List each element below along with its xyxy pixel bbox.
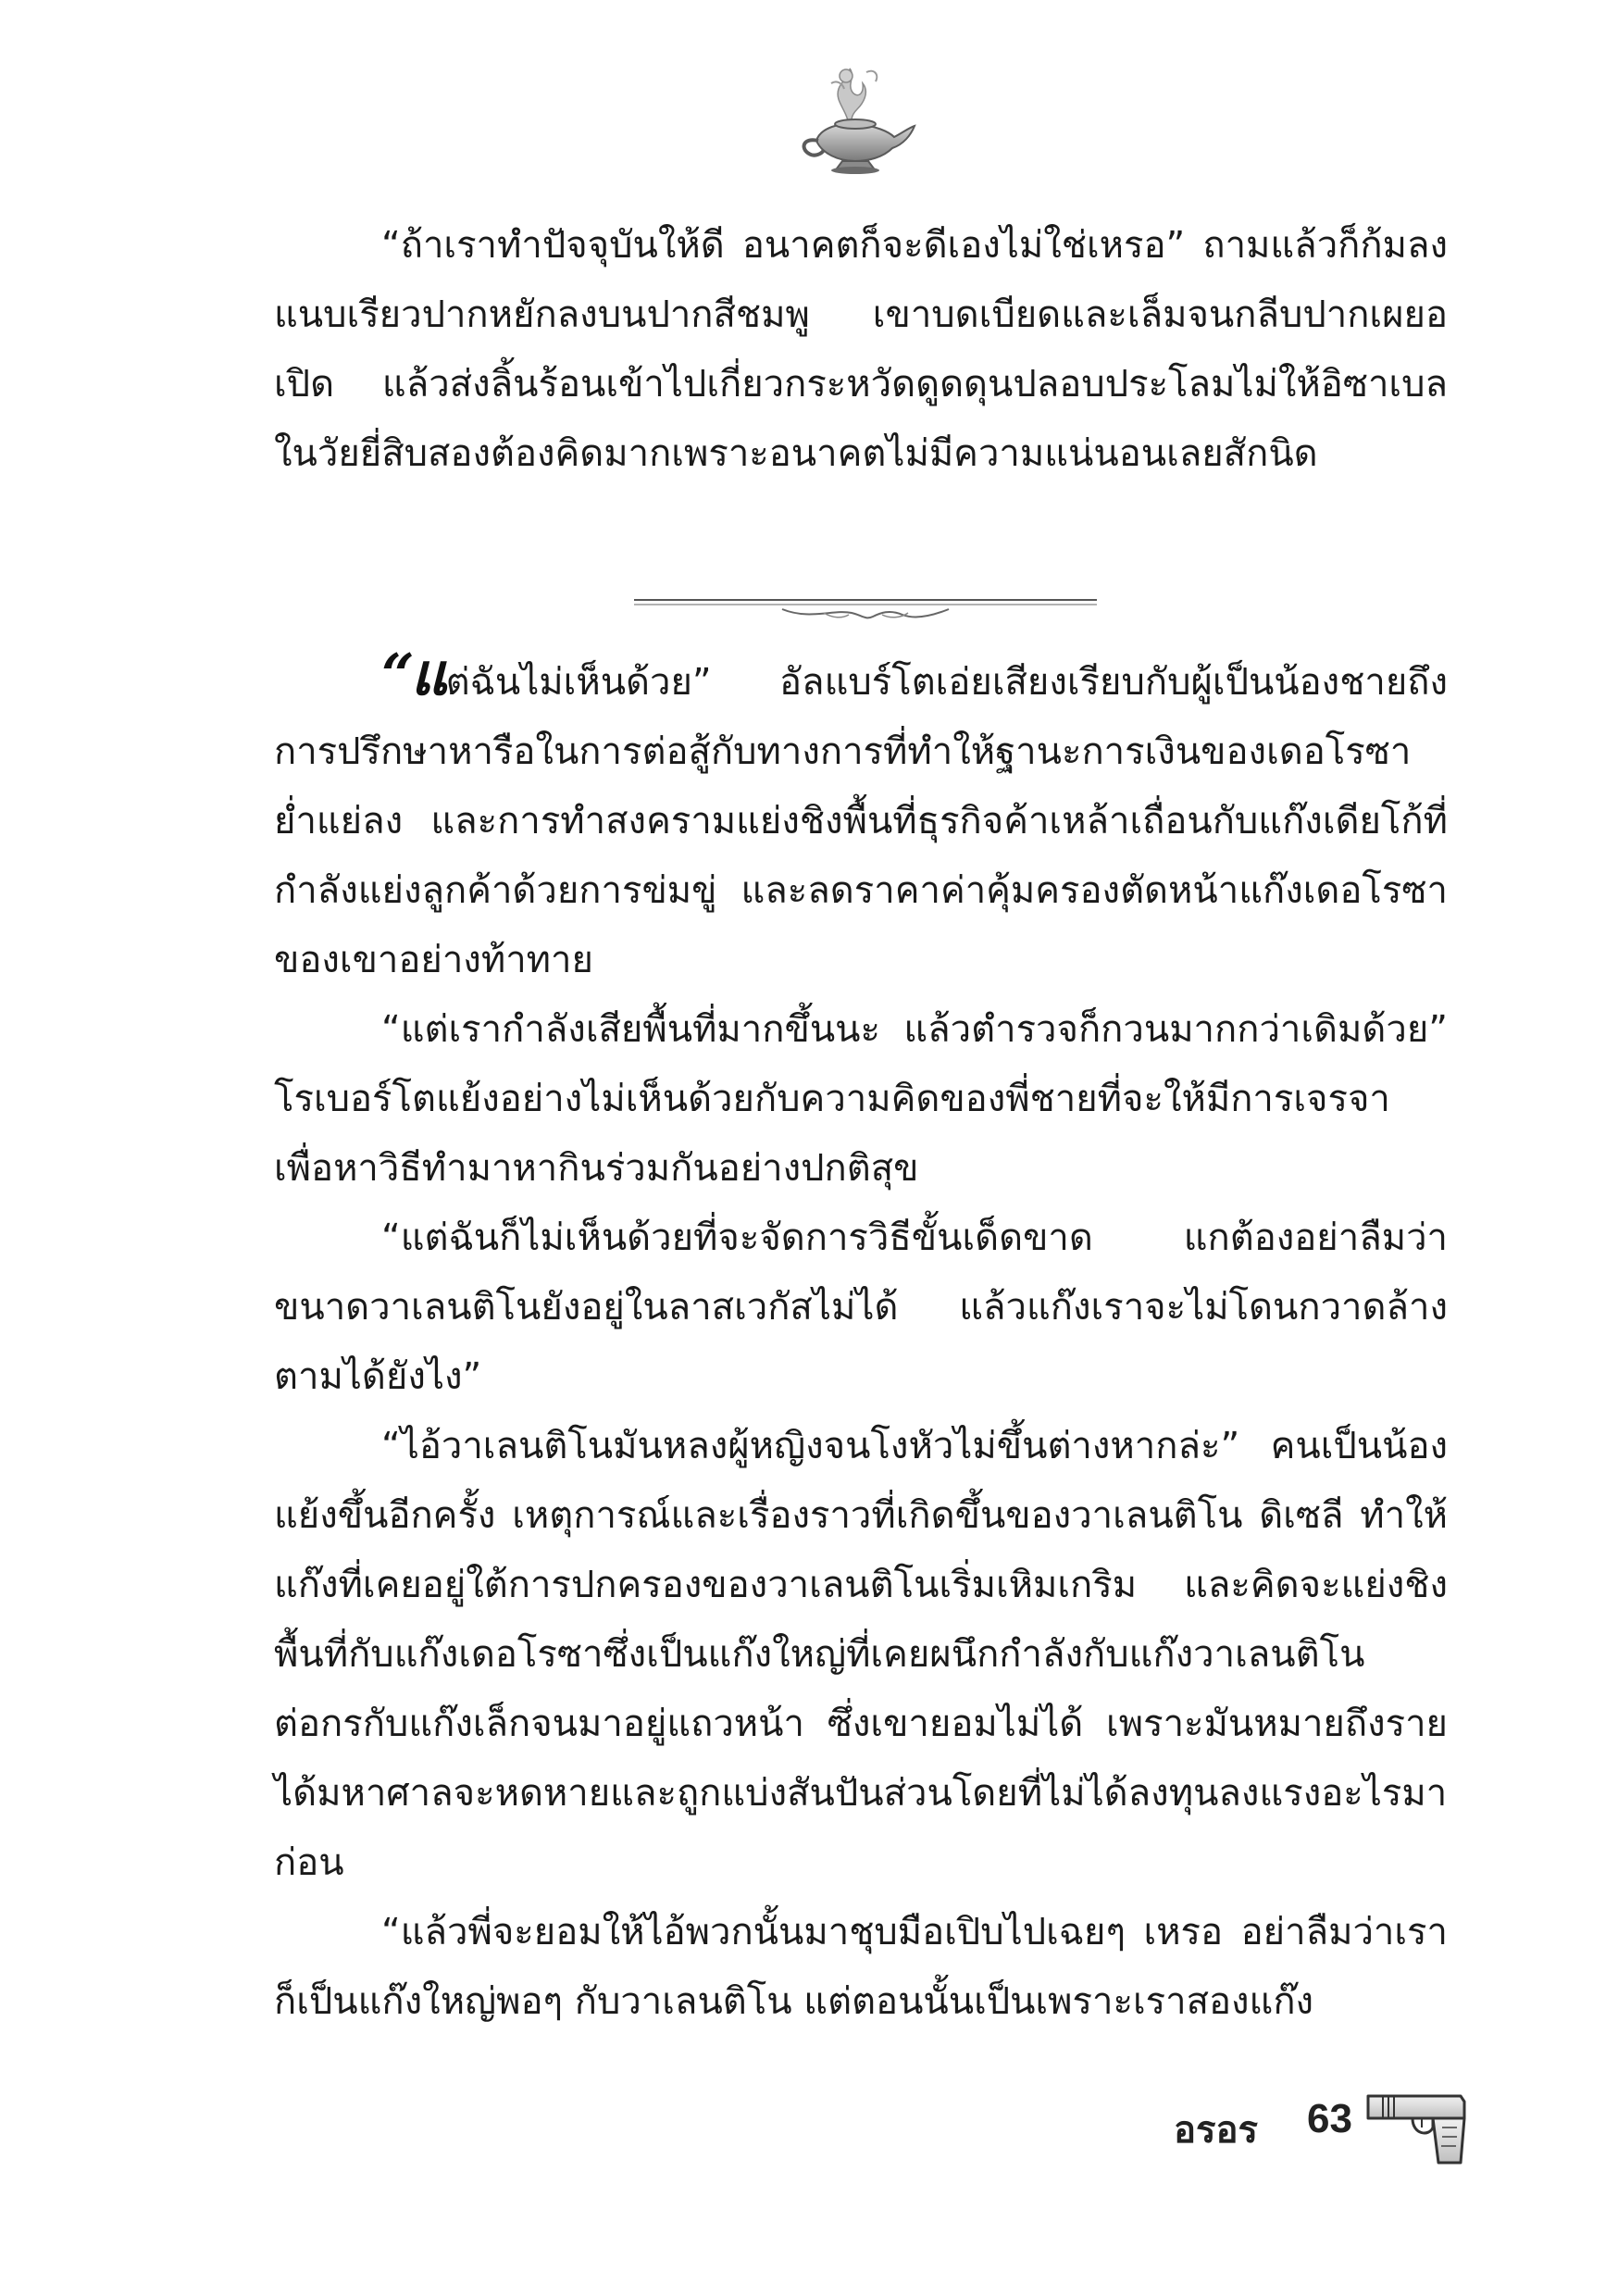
paragraph-opening-text: ต่ฉันไม่เห็นด้วย” อัลแบร์โตเอ่ยเสียงเรียบกับผู้เป็นน้องชายถึงการปรึกษาหารือในการต่อสู้กับทางการที่ทำให้ฐานะการเงินของเดอโรซาย่ำแย่ลง และการทำสงครามแย่งชิงพื้นที่ธุรกิจค้าเหล้าเถื่อนกับแก๊งเดียโก้ที่กำลังแย่งลูกค้าด้วยการข่มขู่ และลดราคาค่าคุ้มครองตัดหน้าแก๊งเดอโรซาของเขาอย่างท้าทาย <box>274 661 1448 981</box>
paragraph: “แต่ฉันก็ไม่เห็นด้วยที่จะจัดการวิธีขั้นเด็ดขาด แกต้องอย่าลืมว่าขนาดวาเลนติโนยังอยู่ในลาสเวกัสไม่ได้ แล้วแก๊งเราจะไม่โดนกวาดล้างตามได้ยังไง” <box>274 1217 1448 1398</box>
paragraph: “ถ้าเราทำปัจจุบันให้ดี อนาคตก็จะดีเองไม่ใช่เหรอ” ถามแล้วก็ก้มลงแนบเรียวปากหยักลงบนปากสีชมพู เขาบดเบียดและเล็มจนกลีบปากเผยอเปิด แล้วส่งลิ้นร้อนเข้าไปเกี่ยวกระหวัดดูดดุนปลอบประโลมไม่ให้อิซาเบลในวัยยี่สิบสองต้องคิดมากเพราะอนาคตไม่มีความแน่นอนเลยสักนิด <box>274 224 1448 475</box>
page-number: 63 <box>1307 2096 1352 2141</box>
paragraph: “แล้วพี่จะยอมให้ไอ้พวกนั้นมาชุบมือเปิบไปเฉยๆ เหรอ อย่าลืมว่าเราก็เป็นแก๊งใหญ่พอๆ กับวาเลนติโน แต่ตอนนั้นเป็นเพราะเราสองแก๊ง <box>274 1911 1448 2023</box>
paragraph-opening <box>274 641 1448 995</box>
text-block-top <box>274 211 1448 489</box>
paragraph: “แต่เรากำลังเสียพื้นที่มากขึ้นนะ แล้วตำรวจก็กวนมากกว่าเดิมด้วย” โรเบอร์โตแย้งอย่างไม่เห็นด้วยกับความคิดของพี่ชายที่จะให้มีการเจรจาเพื่อหาวิธีทำมาหากินร่วมกันอย่างปกติสุข <box>274 1008 1448 1190</box>
pistol-icon <box>1364 2087 1468 2166</box>
genie-lamp-icon <box>790 56 920 176</box>
text-block-main <box>274 641 1448 2037</box>
drop-cap: “แ <box>381 641 444 708</box>
running-footer-title: อรอร <box>1174 2110 1259 2151</box>
paragraph: “ไอ้วาเลนติโนมันหลงผู้หญิงจนโงหัวไม่ขึ้นต่างหากล่ะ” คนเป็นน้องแย้งขึ้นอีกครั้ง เหตุการณ์และเรื่องราวที่เกิดขึ้นของวาเลนติโน ดิเซลี ทำให้แก๊งที่เคยอยู่ใต้การปกครองของวาเลนติโนเริ่มเหิมเกริม และคิดจะแย่งชิงพื้นที่กับแก๊งเดอโรซาซึ่งเป็นแก๊งใหญ่ที่เคยผนึกกำลังกับแก๊งวาเลนติโนต่อกรกับแก๊งเล็กจนมาอยู่แถวหน้า ซึ่งเขายอมไม่ได้ เพราะมันหมายถึงรายได้มหาศาลจะหดหายและถูกแบ่งสันปันส่วนโดยที่ไม่ได้ลงทุนลงแรงอะไรมาก่อน <box>274 1425 1448 1884</box>
ornamental-divider-icon <box>634 593 1097 630</box>
